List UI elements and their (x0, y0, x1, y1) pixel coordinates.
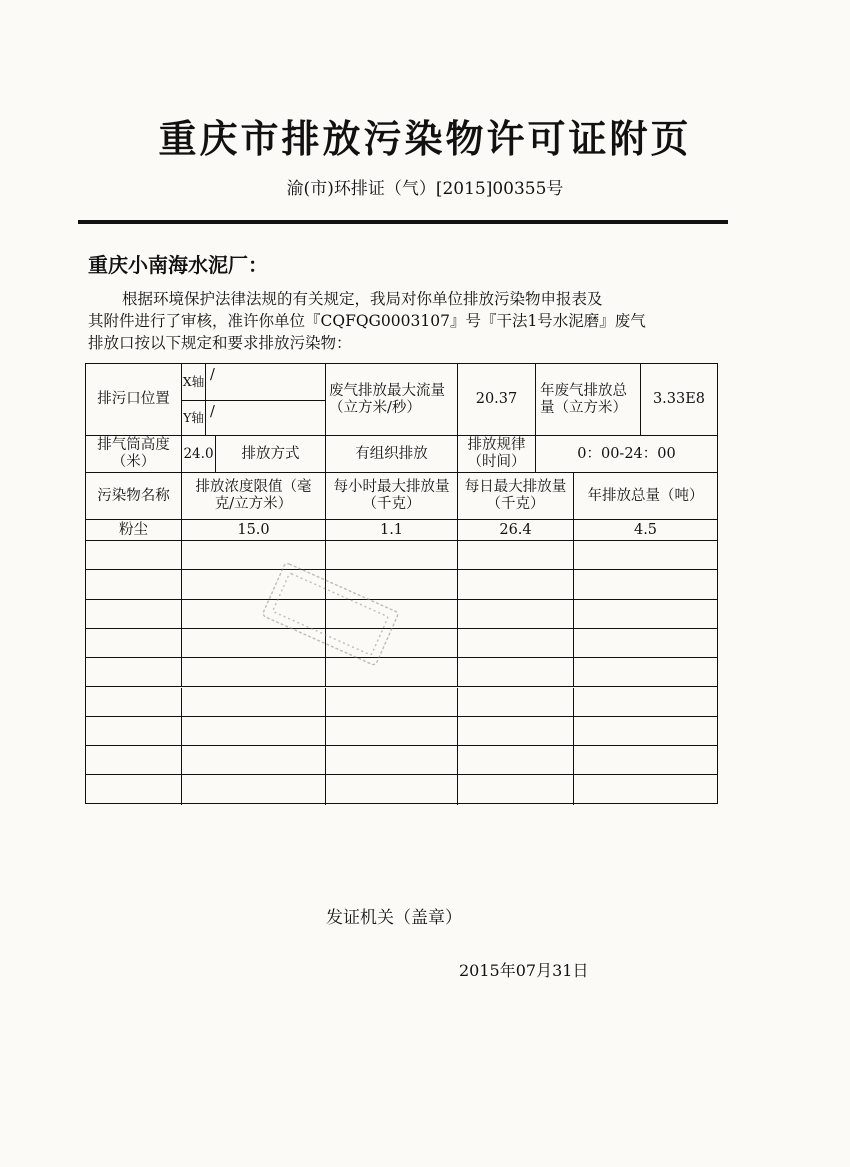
empty-cell (458, 600, 574, 629)
emission-schedule-label: 排放规律（时间） (458, 436, 536, 473)
empty-cell (574, 746, 717, 775)
col-header-annual-total: 年排放总量（吨） (574, 473, 717, 520)
empty-cell (458, 570, 574, 599)
empty-cell (86, 629, 182, 658)
official-seal-stamp (240, 555, 420, 675)
empty-cell (182, 775, 326, 804)
emission-schedule-value: 0：00-24：00 (536, 436, 717, 473)
empty-cell (326, 688, 458, 717)
stack-height-label: 排气筒高度（米） (86, 436, 182, 473)
empty-cell (86, 600, 182, 629)
body-line-1: 根据环境保护法律法规的有关规定，我局对你单位排放污染物申报表及 (122, 290, 603, 308)
max-flow-value: 20.37 (458, 364, 536, 436)
annual-total-label: 年废气排放总量（立方米） (536, 364, 641, 436)
emission-method-value: 有组织排放 (326, 436, 458, 473)
empty-cell (574, 600, 717, 629)
body-line-3: 排放口按以下规定和要求排放污染物： (88, 334, 352, 352)
empty-cell (86, 746, 182, 775)
col-header-daily-max: 每日最大排放量（千克） (458, 473, 574, 520)
empty-cell (458, 541, 574, 570)
permit-number: 渝(市)环排证（气）[2015]00355号 (286, 179, 564, 199)
empty-cell (86, 570, 182, 599)
empty-cell (574, 570, 717, 599)
empty-cell (574, 775, 717, 804)
empty-cell (458, 658, 574, 687)
empty-cell (86, 688, 182, 717)
col-header-concentration: 排放浓度限值（毫克/立方米） (182, 473, 326, 520)
empty-cell (86, 658, 182, 687)
empty-cell (182, 746, 326, 775)
body-line-2: 其附件进行了审核，准许你单位『CQFQG0003107』号『干法1号水泥磨』废气 (88, 312, 646, 330)
empty-cell (458, 688, 574, 717)
x-axis-label: X轴 (182, 364, 206, 401)
cell-concentration: 15.0 (182, 520, 326, 541)
cell-annual-total: 4.5 (574, 520, 717, 541)
cell-hourly-max: 1.1 (326, 520, 458, 541)
empty-cell (182, 717, 326, 746)
empty-cell (86, 717, 182, 746)
stack-height-value: 24.0 (182, 436, 216, 473)
col-header-pollutant: 污染物名称 (86, 473, 182, 520)
cell-daily-max: 26.4 (458, 520, 574, 541)
issuing-authority: 发证机关（盖章） (326, 908, 462, 928)
y-axis-value: / (206, 401, 326, 436)
page-title: 重庆市排放污染物许可证附页 (158, 117, 692, 161)
empty-cell (326, 775, 458, 804)
empty-cell (458, 629, 574, 658)
max-flow-label: 废气排放最大流量（立方米/秒） (326, 364, 458, 436)
empty-cell (574, 658, 717, 687)
y-axis-label: Y轴 (182, 401, 206, 436)
empty-cell (326, 717, 458, 746)
empty-cell (86, 541, 182, 570)
empty-cell (574, 717, 717, 746)
outlet-position-label: 排污口位置 (86, 364, 182, 436)
body-paragraph (88, 288, 720, 354)
addressee: 重庆小南海水泥厂： (88, 253, 268, 277)
x-axis-value: / (206, 364, 326, 401)
empty-cell (574, 629, 717, 658)
empty-cell (86, 775, 182, 804)
issue-date: 2015年07月31日 (459, 961, 589, 980)
empty-cell (458, 717, 574, 746)
empty-cell (458, 746, 574, 775)
cell-pollutant: 粉尘 (86, 520, 182, 541)
empty-cell (458, 775, 574, 804)
emission-method-label: 排放方式 (216, 436, 326, 473)
empty-cell (574, 688, 717, 717)
header-rule (78, 220, 728, 224)
empty-cell (326, 746, 458, 775)
col-header-hourly-max: 每小时最大排放量（千克） (326, 473, 458, 520)
empty-cell (182, 688, 326, 717)
empty-cell (574, 541, 717, 570)
annual-total-value: 3.33E8 (641, 364, 717, 436)
